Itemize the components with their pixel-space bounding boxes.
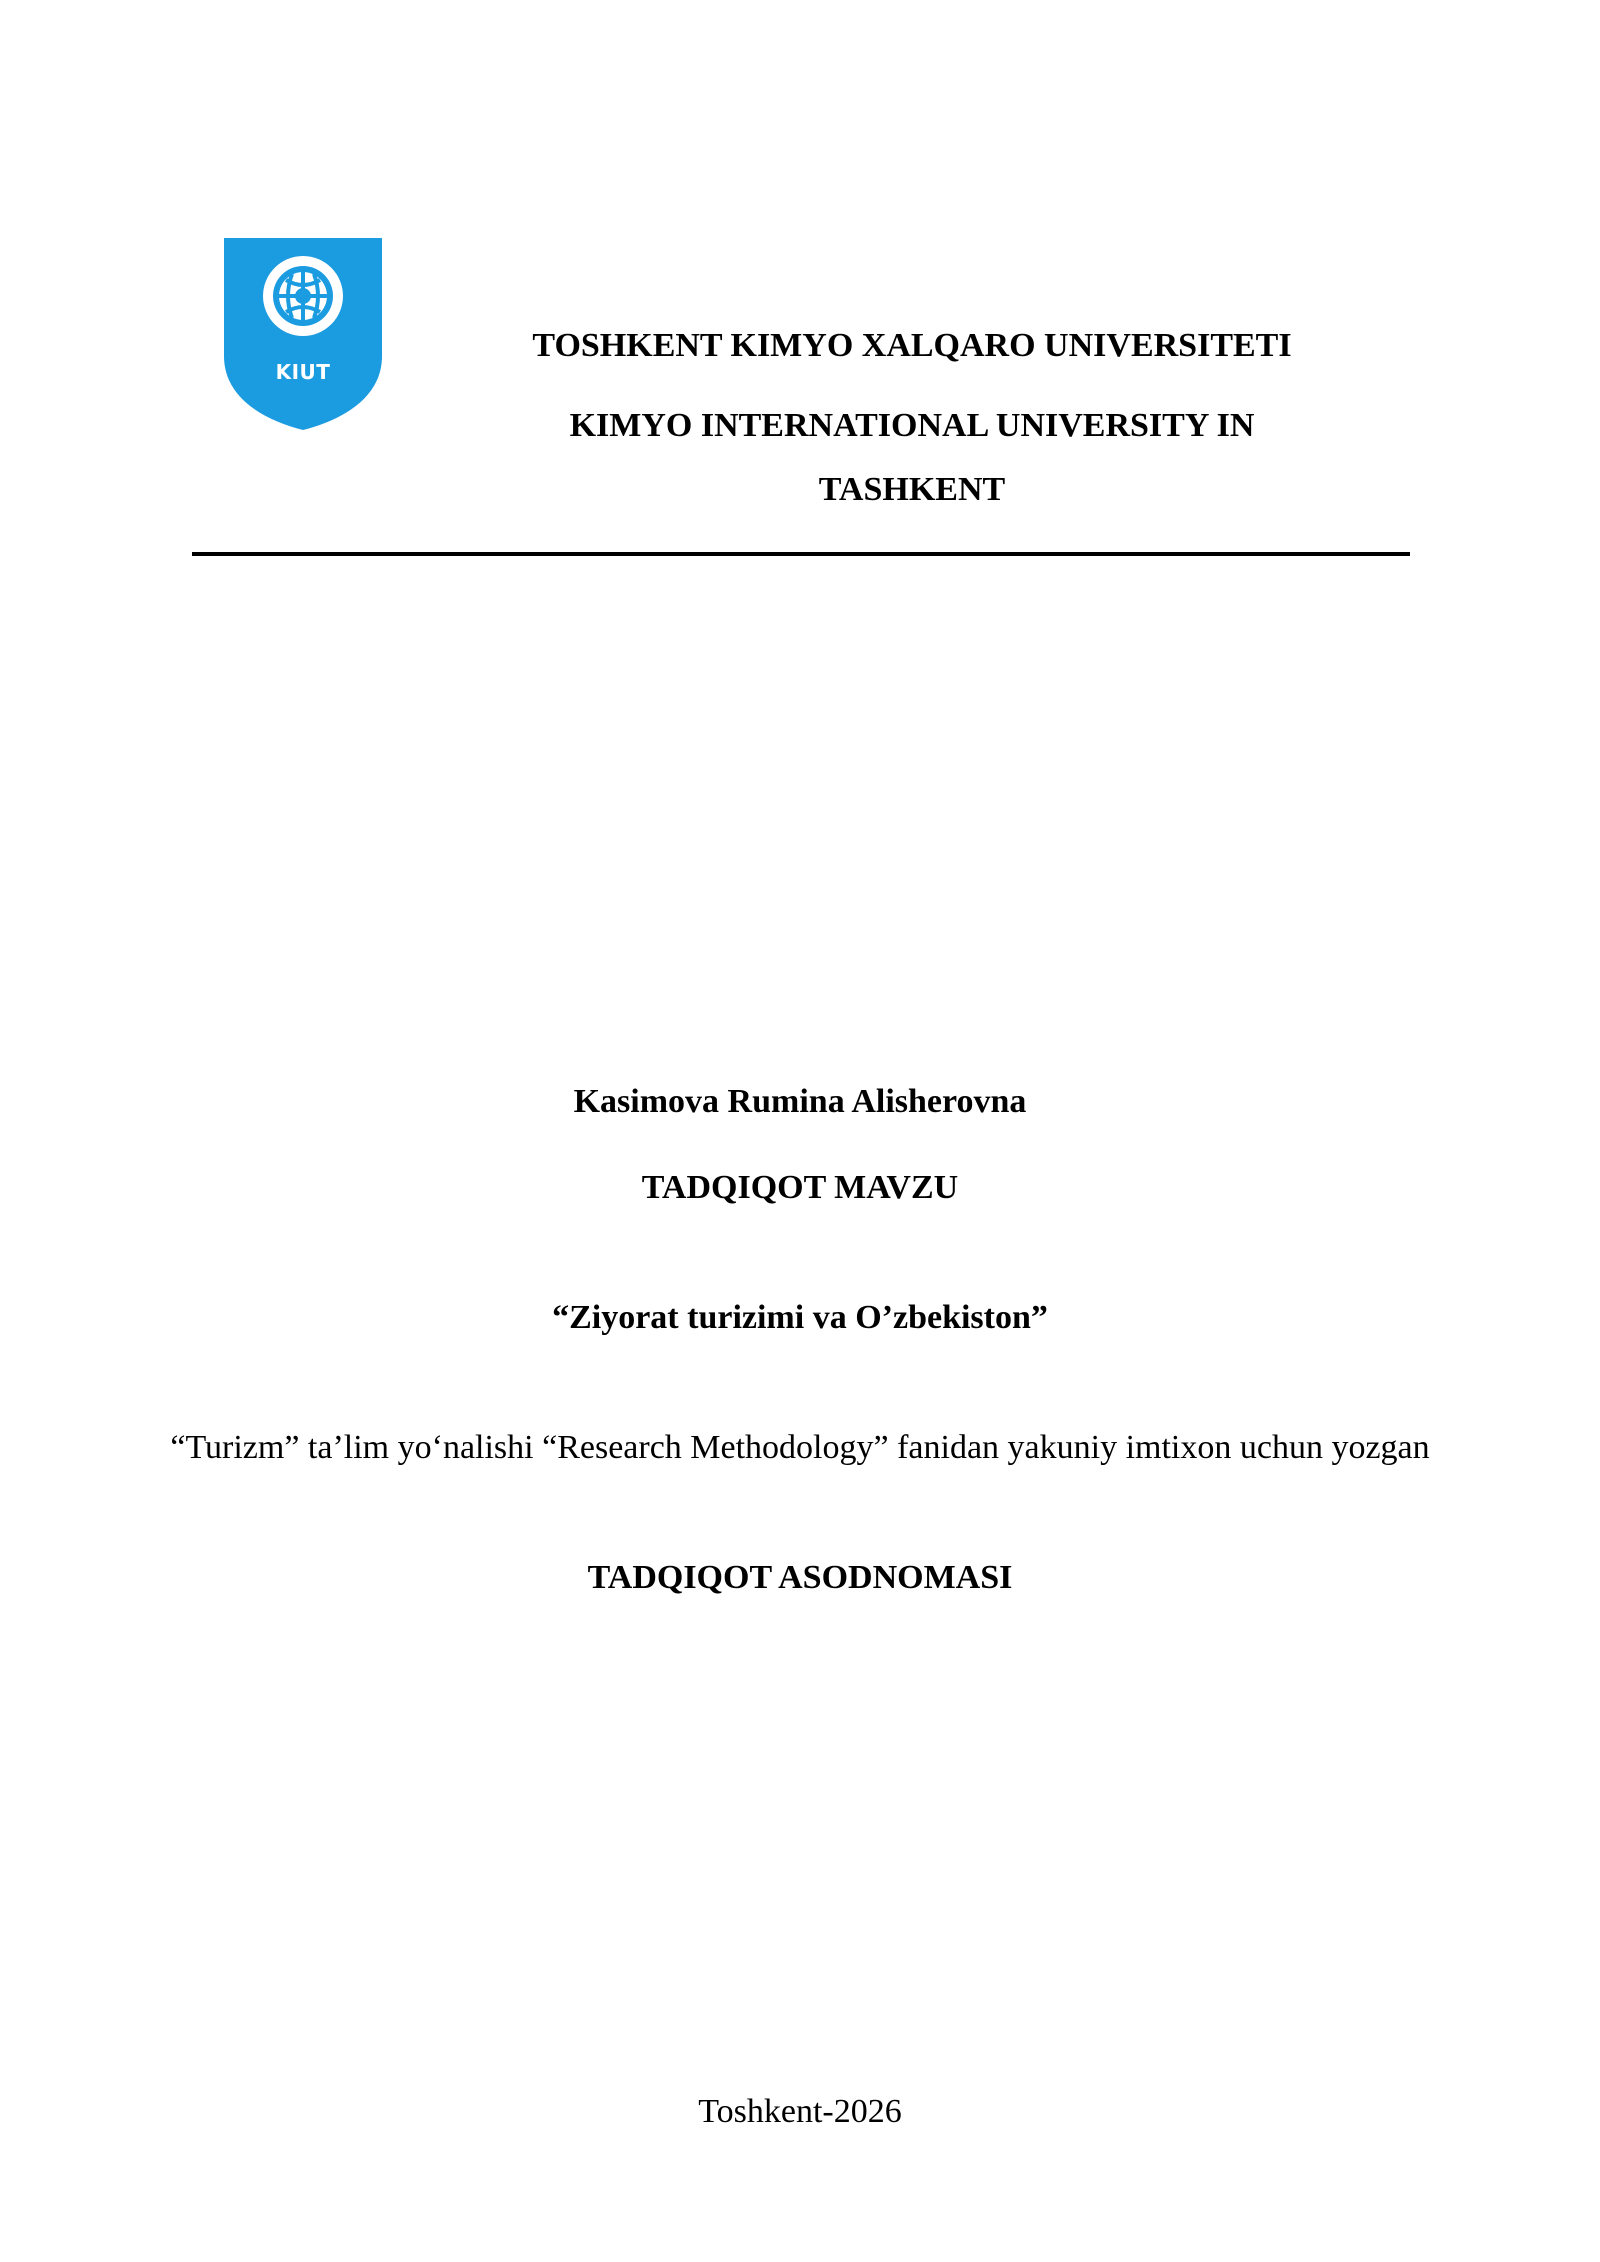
topic-label: TADQIQOT MAVZU xyxy=(641,1169,959,1206)
course-description: “Turizm” ta’lim yo‘nalishi “Research Methodology” fanidan yakuniy imtixon uchun yozgan xyxy=(170,1429,1430,1466)
logo-text: KIUT xyxy=(275,360,331,384)
university-logo xyxy=(224,238,382,430)
shield-icon xyxy=(224,238,382,430)
place-year: Toshkent-2026 xyxy=(698,2093,902,2130)
document-type: TADQIQOT ASODNOMASI xyxy=(587,1559,1013,1596)
author-name: Kasimova Rumina Alisherovna xyxy=(573,1083,1027,1120)
university-name-en-line1: KIMYO INTERNATIONAL UNIVERSITY IN xyxy=(569,407,1255,444)
university-name-en-line2: TASHKENT xyxy=(818,471,1006,508)
research-topic: “Ziyorat turizimi va O’zbekiston” xyxy=(552,1299,1048,1336)
header-divider xyxy=(192,552,1410,556)
university-name-uz: TOSHKENT KIMYO XALQARO UNIVERSITETI xyxy=(532,327,1292,364)
